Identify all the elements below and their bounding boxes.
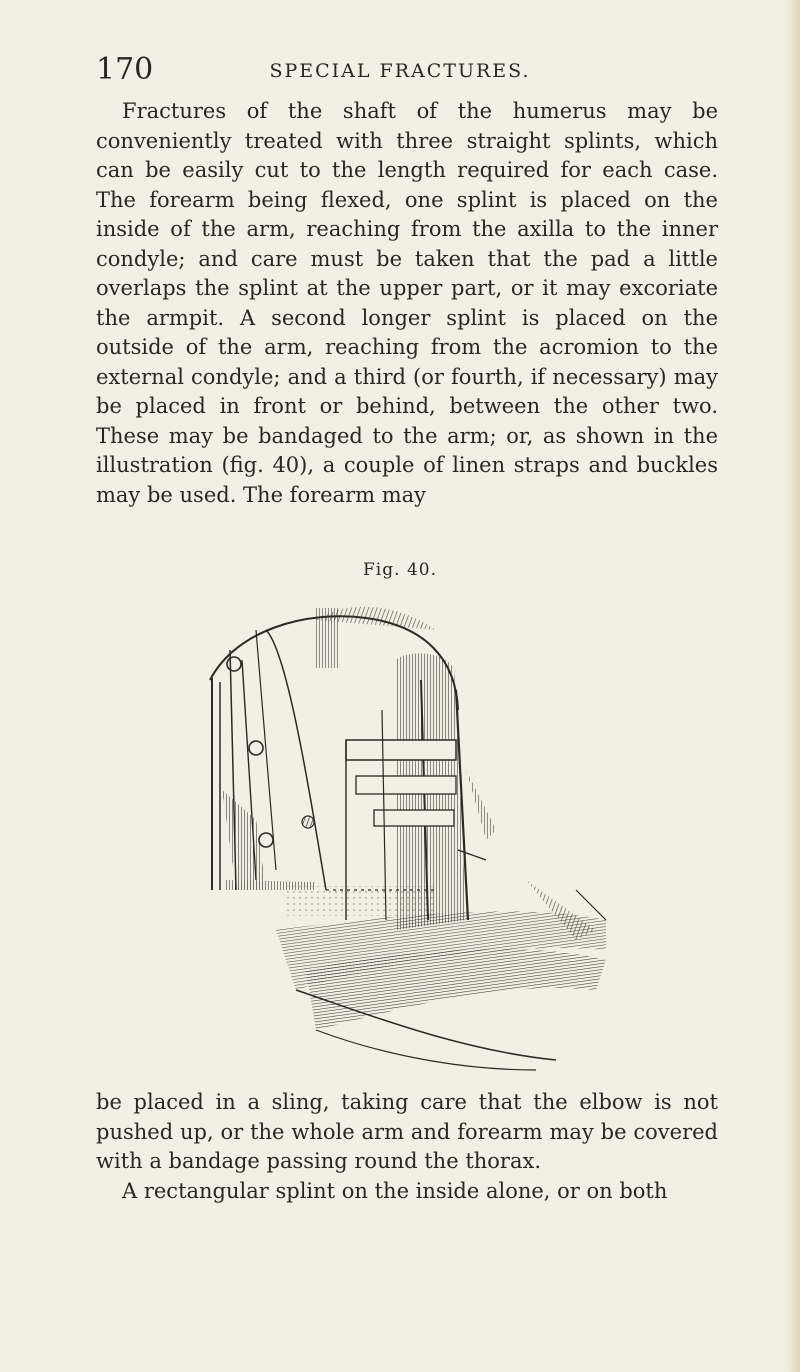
paragraph-2 [96, 1088, 718, 1206]
page-header [0, 52, 800, 92]
page-edge-shadow [786, 0, 800, 1372]
paragraph-2-line-1: be placed in a sling, taking care that the elbow is not pushed up, or the whole arm and forearm may be covered with a bandage passing round the thorax. [96, 1090, 718, 1173]
running-head: SPECIAL FRACTURES. [269, 60, 531, 82]
arm-splint-engraving [196, 590, 616, 1080]
paragraph-1: Fractures of the shaft of the humerus may be conveniently treated with three straight splints, which can be easily cut to the length required for each case. The forearm being flexed, one splint is placed on the inside of the arm, reaching from the axilla to the inner condyle; and care must be taken that the pad a little overlaps the splint at the upper part, or it may excoriate the armpit. A second longer splint is placed on the outside of the arm, reaching from the acromion to the external condyle; and a third (or fourth, if necessary) may be placed in front or behind, between the other two. These may be bandaged to the arm; or, as shown in the illustration (fig. 40), a couple of linen straps and buckles may be used. The forearm may [96, 99, 718, 507]
page-number: 170 [96, 52, 154, 87]
figure-illustration [196, 590, 616, 1080]
figure-caption: Fig. 40. [363, 560, 437, 580]
paragraph-2-line-2: A rectangular splint on the inside alone, or on both [122, 1178, 668, 1203]
